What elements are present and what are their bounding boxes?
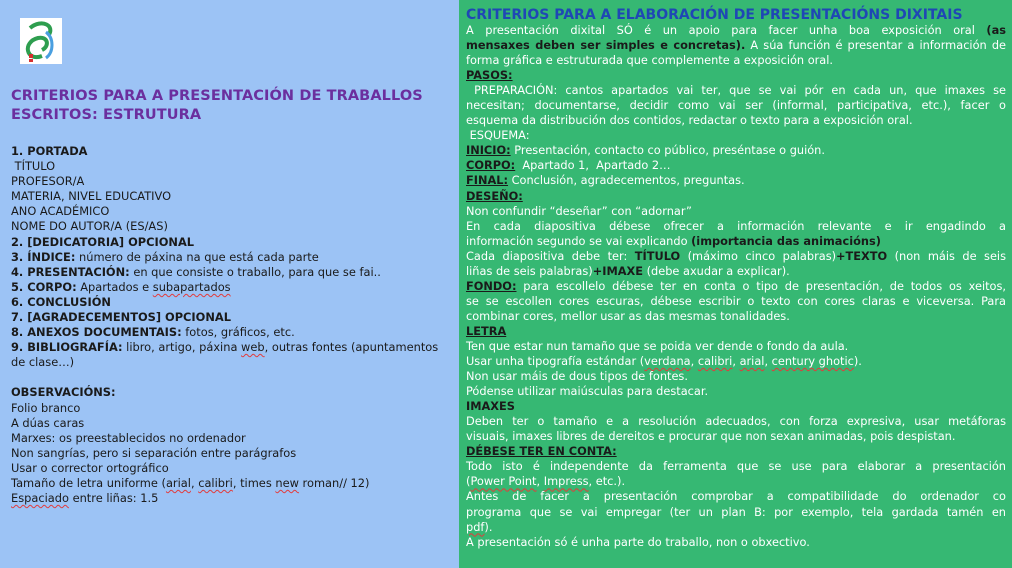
inicio-line: INICIO: Presentación, contacto co público, preséntase o guión. [466, 143, 825, 158]
item-corpo: 5. CORPO: Apartados e subapartados [11, 279, 231, 294]
debese-line1: Todo isto é independente da ferramenta que se use para elaborar a presentación [466, 459, 1006, 474]
right-body [466, 23, 1006, 550]
obs-item: Usar o corrector ortográfico [11, 460, 169, 475]
portada-heading: 1. PORTADA [11, 144, 88, 158]
deseno-heading: DESEÑO: [466, 188, 523, 203]
preparacion-line3: esquema da distribución dos contidos, redactar o texto para a exposición oral. [466, 113, 913, 128]
item-bibliografia-line2: de clase…) [11, 355, 75, 370]
obs-item: Folio branco [11, 400, 81, 415]
corpo-line: CORPO: Apartado 1, Apartado 2… [466, 158, 671, 173]
obs-item: A dúas caras [11, 415, 85, 430]
obs-item-spacing: Espaciado entre liñas: 1.5 [11, 491, 159, 506]
debese-line4: programa que se vai empregar (ter un plan B: por exemplo, tela gardada tamén en [466, 504, 1006, 519]
portada-item-title: TÍTULO [11, 159, 56, 174]
obs-item: Marxes: os preestablecidos no ordenador [11, 430, 246, 445]
debese-line6: A presentación só é unha parte do traballo, non o obxectivo. [466, 534, 810, 549]
obs-item: Non sangrías, pero si separación entre parágrafos [11, 445, 297, 460]
left-title-line2: ESCRITOS: ESTRUTURA [11, 107, 202, 123]
letra-line3: Non usar máis de dous tipos de fontes. [466, 369, 688, 384]
item-dedicatoria: 2. [DEDICATORIA] OPCIONAL [11, 234, 195, 249]
item-agradecementos: 7. [AGRADECEMENTOS] OPCIONAL [11, 310, 231, 325]
imaxes-heading: IMAXES [466, 399, 515, 414]
letra-heading: LETRA [466, 323, 507, 338]
imaxes-line2: visuais, imaxes libres de dereitos e procurar que non sexan animadas, pois despistan. [466, 429, 956, 444]
left-title-line1: CRITERIOS PARA A PRESENTACIÓN DE TRABALLOS [11, 88, 423, 104]
left-title [11, 87, 451, 125]
preparacion-line1: PREPARACIÓN: cantos apartados vai ter, que se vai pór en cada un, que imaxes se [466, 83, 1006, 98]
item-presentacion: 4. PRESENTACIÓN: en que consiste o traballo, para que se fai.. [11, 264, 381, 279]
letra-line2: Usar unha tipografía estándar (verdana, calibri, arial, century ghotic). [466, 354, 862, 369]
deseno-line2: En cada diapositiva débese ofrecer a información relevante e ir engadindo a [466, 218, 1006, 233]
deseno-line3: información segundo se vai explicando (importancia das animacións) [466, 233, 881, 248]
pasos-heading: PASOS: [466, 68, 513, 83]
final-line: FINAL: Conclusión, agradecementos, preguntas. [466, 173, 745, 188]
item-bibliografia: 9. BIBLIOGRAFÍA: libro, artigo, páxina web, outras fontes (apuntamentos [11, 340, 439, 355]
debese-line2: (Power Point, Impress, etc.). [466, 474, 626, 489]
logo-icon [20, 18, 62, 64]
preparacion-line2: necesitan; documentarse, decidir como vai ser (informal, participativa, etc.), facer o [466, 98, 1006, 113]
observacions-heading: OBSERVACIÓNS: [11, 385, 116, 400]
item-conclusion: 6. CONCLUSIÓN [11, 294, 111, 309]
intro-line3: forma gráfica e estruturada que complemente a exposición oral. [466, 53, 834, 68]
portada-item-year: ANO ACADÉMICO [11, 204, 110, 219]
letra-line4: Pódense utilizar maiúsculas para destacar. [466, 384, 709, 399]
left-body [11, 144, 456, 506]
imaxes-line1: Deben ter o tamaño e a resolución adecuados, con forza expresiva, usar metáforas [466, 414, 1006, 429]
esquema-label: ESQUEMA: [466, 128, 530, 143]
fondo-line2: se se escollen cores escuras, débese escribir o texto con cores claras e viceversa. Para [466, 293, 1006, 308]
fondo-line1: FONDO: para escollelo débese ter en conta o tipo de presentación, de todos os xeitos, [466, 278, 1006, 293]
portada-item-author: NOME DO AUTOR/A (ES/AS) [11, 219, 168, 234]
right-title: CRITERIOS PARA A ELABORACIÓN DE PRESENTACIÓNS DIXITAIS [466, 7, 963, 23]
debese-line5: pdf). [466, 519, 493, 534]
portada-item-teacher: PROFESOR/A [11, 174, 85, 189]
deseno-line5: liñas de seis palabras)+IMAXE (debe axudar a explicar). [466, 263, 790, 278]
deseno-line4: Cada diapositiva debe ter: TÍTULO (máximo cinco palabras)+TEXTO (non máis de seis [466, 248, 1006, 263]
item-indice: 3. ÍNDICE: número de páxina na que está cada parte [11, 249, 319, 264]
fondo-line3: combinar cores, mellor usar as das mesmas tonalidades. [466, 308, 790, 323]
debese-line3: Antes de facer a presentación comprobar a compatibilidade do ordenador co [466, 489, 1006, 504]
debese-heading: DÉBESE TER EN CONTA: [466, 444, 617, 459]
letra-line1: Ten que estar nun tamaño que se poida ver dende o fondo da aula. [466, 338, 849, 353]
item-anexos: 8. ANEXOS DOCUMENTAIS: fotos, gráficos, etc. [11, 325, 295, 340]
deseno-line1: Non confundir “deseñar” con “adornar” [466, 203, 692, 218]
portada-item-subject: MATERIA, NIVEL EDUCATIVO [11, 189, 172, 204]
intro-line1: A presentación dixital SÓ é un apoio para facer unha boa exposición oral (as [466, 23, 1006, 37]
obs-item-font: Tamaño de letra uniforme (arial, calibri, times new roman// 12) [11, 475, 370, 490]
intro-line2: mensaxes deben ser simples e concretas). A súa función é presentar a información de [466, 38, 1006, 53]
